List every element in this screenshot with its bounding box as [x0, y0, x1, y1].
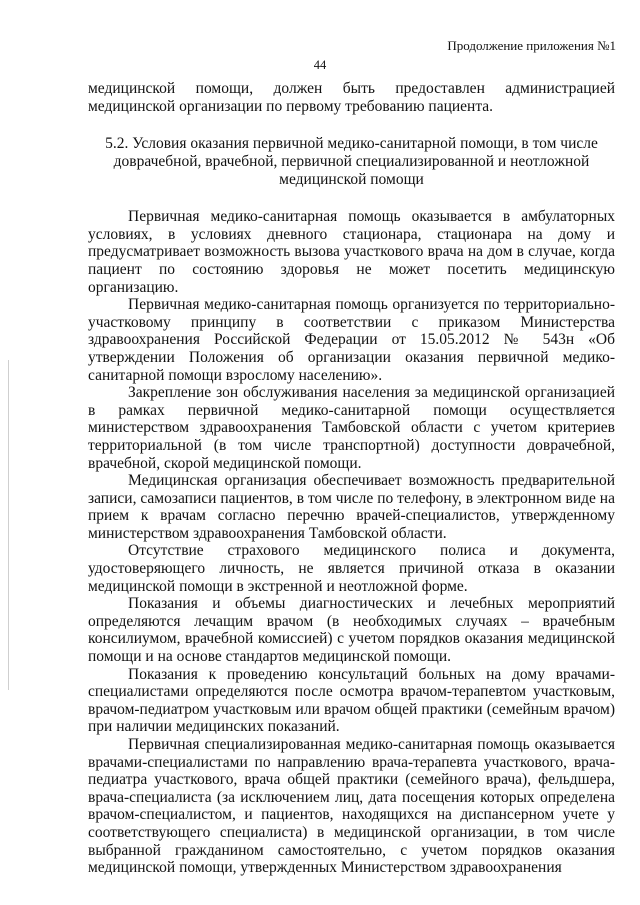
- scan-margin-line: [8, 360, 9, 690]
- section-title: 5.2. Условия оказания первичной медико-санитарной помощи, в том числе доврачебной, врачебной, первичной специализированной и неотложной медицинской помощи: [105, 135, 598, 189]
- paragraph: Показания и объемы диагностических и лечебных мероприятий определяются лечащим врачом (в необходимых случаях – врачебным консилиумом, врачебной комиссией) с учетом порядков оказания медицинской помощи и на основе стандартов медицинской помощи.: [88, 595, 615, 666]
- continuation-note: Продолжение приложения №1: [447, 38, 616, 53]
- paragraph: Показания к проведению консультаций больных на дому врачами-специалистами определяются после осмотра врачом-терапевтом участковым, врачом-педиатром участковым или врачом общей практики (семейным врачом) при наличии медицинских показаний.: [88, 665, 615, 736]
- paragraph: Первичная медико-санитарная помощь организуется по территориально-участковому принципу в соответствии с приказом Министерства здравоохранения Российской Федерации от 15.05.2012 № 543н «Об утверждении Положения об организации оказания первичной медико-санитарной помощи взрослому населению».: [88, 296, 615, 384]
- paragraph: Первичная медико-санитарная помощь оказывается в амбулаторных условиях, в условиях дневного стационара, стационара на дому и предусматривает возможность вызова участкового врача на дом в случае, когда пациент по состоянию здоровья не может посетить медицинскую организацию.: [88, 208, 615, 296]
- paragraph-continuation: медицинской помощи, должен быть предоставлен администрацией медицинской организации по первому требованию пациента.: [88, 80, 615, 115]
- paragraph: Медицинская организация обеспечивает возможность предварительной записи, самозаписи пациентов, в том числе по телефону, в электронном виде на прием к врачам согласно перечню врачей-специалистов, утвержденному министерством здравоохранения Тамбовской области.: [88, 472, 615, 542]
- paragraph: Отсутствие страхового медицинского полиса и документа, удостоверяющего личность, не является причиной отказа в оказании медицинской помощи в экстренной и неотложной форме.: [88, 542, 615, 595]
- paragraph: Первичная специализированная медико-санитарная помощь оказывается врачами-специалистами по направлению врача-терапевта участкового, врача-педиатра участкового, врача общей практики (семейного врача), фельдшера, врача-специалиста (за исключением лиц, дата посещения которых определена врачом-специалистом, и пациентов, находящихся на диспансерном учете у соответствующего специалиста) в медицинской организации, в том числе выбранной гражданином самостоятельно, с учетом порядков оказания медицинской помощи, утвержденных Министерством здравоохранения: [88, 736, 615, 877]
- page-number: 44: [313, 58, 327, 72]
- document-body: [88, 80, 615, 877]
- paragraph: Закрепление зон обслуживания населения за медицинской организацией в рамках первичной медико-санитарной помощи осуществляется министерством здравоохранения Тамбовской области с учетом критериев территориальной (в том числе транспортной) доступности доврачебной, врачебной, скорой медицинской помощи.: [88, 384, 615, 472]
